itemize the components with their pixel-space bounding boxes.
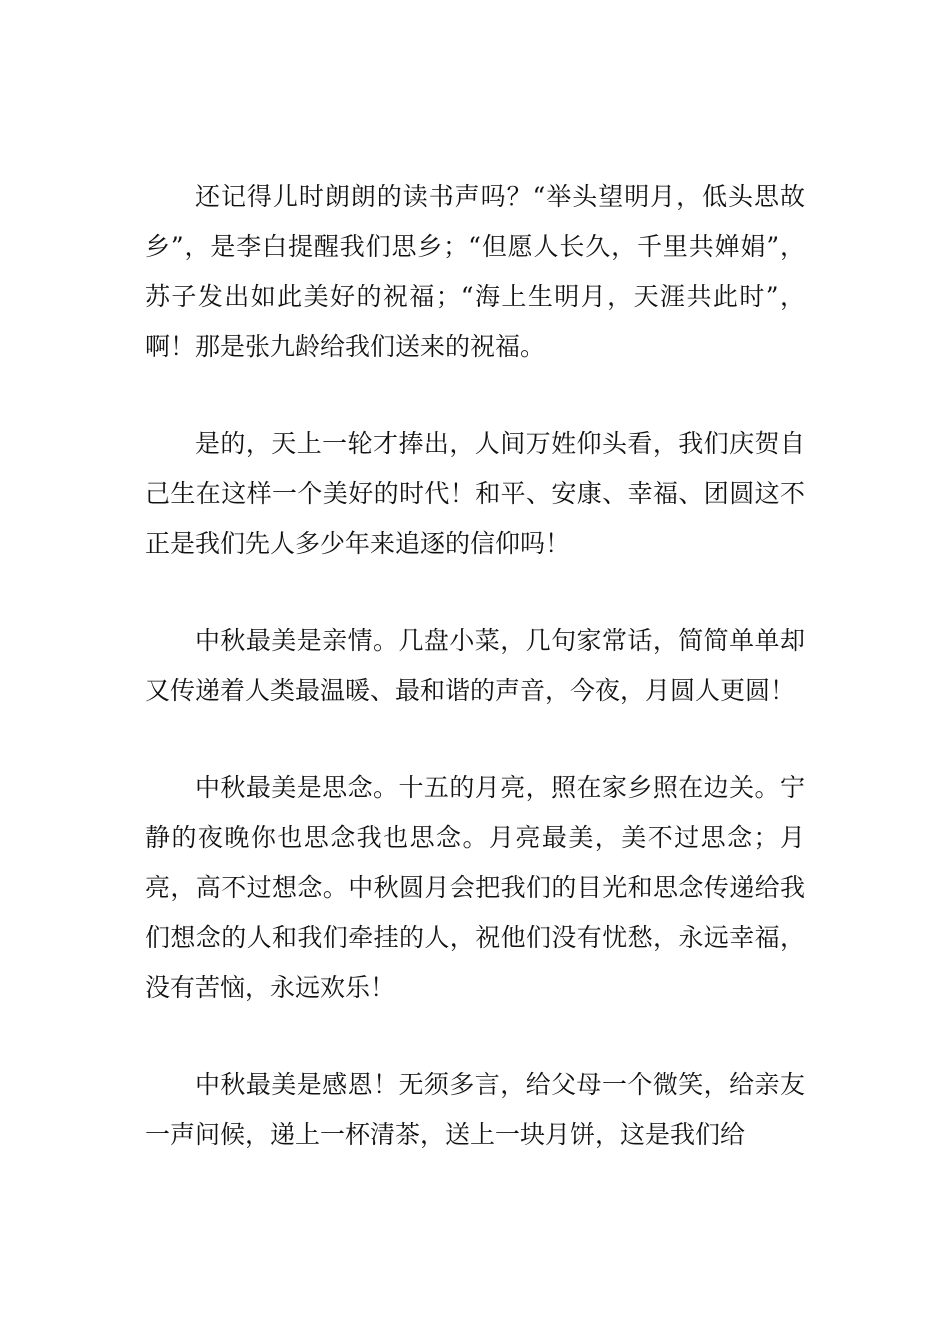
paragraph-1: 还记得儿时朗朗的读书声吗？“举头望明月，低头思故乡”，是李白提醒我们思乡；“但愿人长久，千里共婵娟”，苏子发出如此美好的祝福；“海上生明月，天涯共此时”，啊！那是张九龄给我们送来的祝福。 (145, 182, 805, 361)
document-body (145, 172, 805, 1160)
paragraph-4: 中秋最美是思念。十五的月亮，照在家乡照在边关。宁静的夜晚你也思念我也思念。月亮最美，美不过思念；月亮，高不过想念。中秋圆月会把我们的目光和思念传递给我们想念的人和我们牵挂的人，祝他们没有忧愁，永远幸福，没有苦恼，永远欢乐！ (145, 773, 805, 1002)
paragraph-5: 中秋最美是感恩！无须多言，给父母一个微笑，给亲友一声问候，递上一杯清茶，送上一块月饼，这是我们给 (145, 1070, 805, 1149)
paragraph-3: 中秋最美是亲情。几盘小菜，几句家常话，简简单单却又传递着人类最温暖、最和谐的声音，今夜，月圆人更圆！ (145, 626, 805, 705)
paragraph-2: 是的，天上一轮才捧出，人间万姓仰头看，我们庆贺自己生在这样一个美好的时代！和平、安康、幸福、团圆这不正是我们先人多少年来追逐的信仰吗！ (145, 429, 805, 558)
